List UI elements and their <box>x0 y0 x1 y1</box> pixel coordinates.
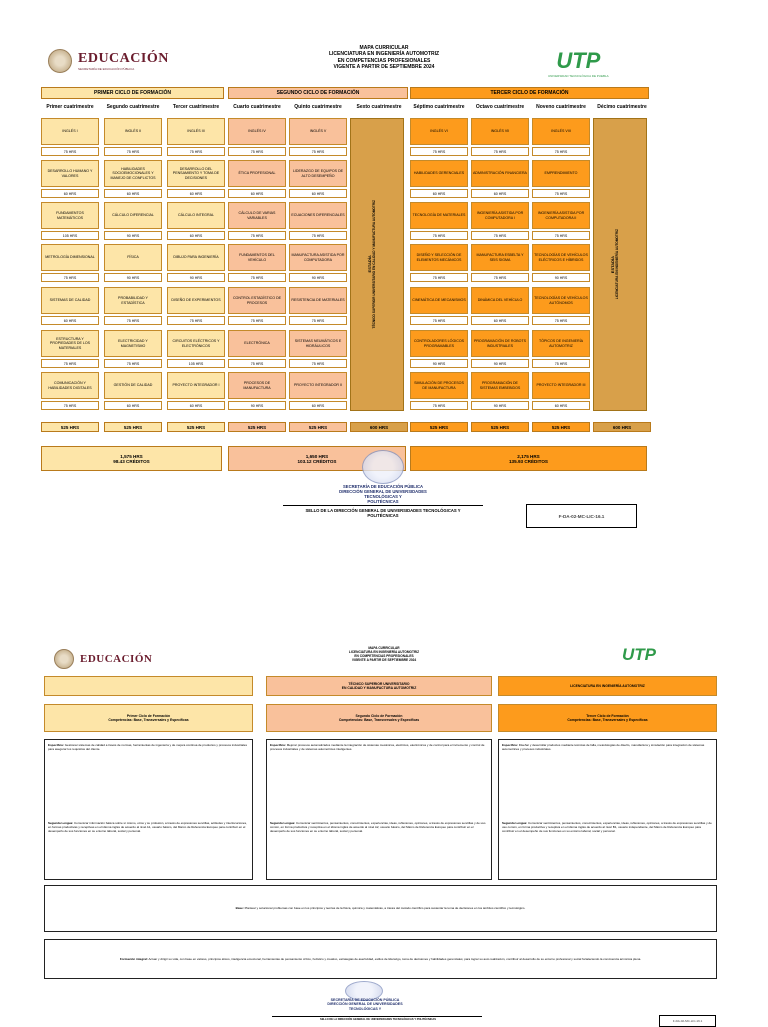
subject-hours: 75 HRS <box>104 147 162 156</box>
second-language-1: Comunicar información básica sobre sí mismo, otros y su profesión, a través de expresiones sencillas, actitudes y interlocuciones, en formas productivas y receptivas en el idioma inglés de acuerdo al nivel A1, usuario básico, del Marco de Referencia Europeo para contribuir en el desempeño de sus funciones en su entorno laboral, social y personal. <box>48 821 247 834</box>
quarter-header: Segundo cuatrimestre <box>106 104 160 110</box>
competence-box-1: Específica: Gestionar sistemas de calidad a través de normas, herramientas de ingeniería y de mejora continua de productos y procesos industriales para asegurar los requisitos del cliente. Segunda Lengua: Comunicar información básica sobre sí mismo, otros y su profesión, a través de expresiones sencillas, actitudes y interlocuciones, en formas productivas y receptivas en el idioma inglés de acuerdo al nivel A1, usuario básico, del Marco de Referencia Europeo para contribuir en el desempeño de sus funciones en su entorno laboral, social y personal. <box>44 739 253 880</box>
subject-cell: HABILIDADES GERENCIALES <box>410 160 468 187</box>
subject-hours: 105 HRS <box>167 359 225 368</box>
subject-cell: PROYECTO INTEGRADOR II <box>289 372 347 399</box>
subject-hours: 75 HRS <box>532 147 590 156</box>
phase-header-2: SEGUNDO CICLO DE FORMACIÓN <box>228 87 408 99</box>
integral-formation-text: Actuar y dirigir su vida, con base en valores, principios éticos, inteligencia emocional, herramientas de pensamiento crítico, holístico y creativo, estrategias de asertividad, estilos de liderazgo, toma de decisiones y habilidades gerenciales; para lograr su auto realización, contribuir al desarrollo de su entorno profesional y social fortaleciendo la convivencia armónica plena. <box>148 956 642 961</box>
subject-cell: INGLÉS I <box>41 118 99 145</box>
subject-hours: 60 HRS <box>167 401 225 410</box>
subject-hours: 90 HRS <box>532 273 590 282</box>
signature-line-2 <box>272 1016 482 1017</box>
subject-cell: CIRCUITOS ELÉCTRICOS Y ELECTRÓNICOS <box>167 330 225 357</box>
seal-caption: SELLO DE LA DIRECCIÓN GENERAL DE UNIVERSIDADES TECNOLÓGICAS Y POLITÉCNICAS <box>305 508 461 519</box>
subject-cell: FUNDAMENTOS MATEMÁTICOS <box>41 202 99 229</box>
summary-cycle-1: 1,575 HRS 98.43 CRÉDITOS <box>41 446 222 471</box>
quarter-total-hours: 525 HRS <box>167 422 225 432</box>
utp-logo-subtitle: UNIVERSIDAD TECNOLÓGICA DE PUEBLA <box>548 74 609 78</box>
subject-hours: 75 HRS <box>289 147 347 156</box>
subject-cell: ADMINISTRACIÓN FINANCIERA <box>471 160 529 187</box>
page-title: MAPA CURRICULAR LICENCIATURA EN INGENIERÍA AUTOMOTRIZ EN COMPETENCIAS PROFESIONALES VIGENTE A PARTIR DE SEPTIEMBRE 2024 <box>328 45 440 70</box>
subject-cell: INGLÉS III <box>167 118 225 145</box>
specific-competence-3: Diseñar y desarrollar productos mediante técnicas de falla, metodologías de diseño, manufactura y simulación para integración de sistemas automotrices y procesos industriales. <box>502 743 705 752</box>
utp-logo <box>548 48 609 78</box>
subject-hours: 75 HRS <box>289 231 347 240</box>
degree-cell-1 <box>44 676 253 696</box>
subject-hours: 90 HRS <box>228 401 286 410</box>
educacion-logo-subtitle: SECRETARÍA DE EDUCACIÓN PÚBLICA <box>78 67 135 71</box>
quarter-header: Décimo cuatrimestre <box>597 104 647 110</box>
subject-hours: 75 HRS <box>104 359 162 368</box>
subject-cell: PROGRAMACIÓN DE ROBOTS INDUSTRIALES <box>471 330 529 357</box>
estadia-lic-degree: LICENCIATURA EN INGENIERÍA AUTOMOTRIZ <box>615 229 619 300</box>
quarter-total-hours: 525 HRS <box>41 422 99 432</box>
subject-cell: INGLÉS IV <box>228 118 286 145</box>
sep-seal-icon-2 <box>54 649 74 669</box>
subject-cell: PROGRAMACIÓN DE SISTEMAS EMBEBIDOS <box>471 372 529 399</box>
subject-hours: 75 HRS <box>471 231 529 240</box>
subject-cell: FUNDAMENTOS DEL VEHÍCULO <box>228 244 286 271</box>
subject-cell: CINEMÁTICA DE MECANISMOS <box>410 287 468 314</box>
cycle-cell-3: Tercer Ciclo de Formación Competencias: Base, Transversales y Específicas <box>498 704 717 732</box>
subject-hours: 75 HRS <box>410 147 468 156</box>
estadia-lic-block <box>593 118 647 411</box>
subject-hours: 60 HRS <box>104 189 162 198</box>
official-stamp-2: SECRETARÍA DE EDUCACIÓN PÚBLICA DIRECCIÓN GENERAL DE UNIVERSIDADES TECNOLÓGICAS Y <box>327 998 403 1011</box>
subject-cell: CÁLCULO INTEGRAL <box>167 202 225 229</box>
quarter-total-hours: 600 HRS <box>350 422 408 432</box>
estadia-tsu-degree: TÉCNICO SUPERIOR UNIVERSITARIO EN CALIDAD Y MANUFACTURA AUTOMOTRIZ <box>372 200 376 329</box>
subject-cell: ESTRUCTURA Y PROPIEDADES DE LOS MATERIALES <box>41 330 99 357</box>
educacion-logo-text: EDUCACIÓN <box>78 51 169 66</box>
subject-cell: MANUFACTURA ASISTIDA POR COMPUTADORA <box>289 244 347 271</box>
subject-cell: LIDERAZGO DE EQUIPOS DE ALTO DESEMPEÑO <box>289 160 347 187</box>
subject-cell: PROYECTO INTEGRADOR III <box>532 372 590 399</box>
quarter-total-hours: 525 HRS <box>532 422 590 432</box>
educacion-logo-text-2: EDUCACIÓN <box>80 653 153 665</box>
subject-cell: DESARROLLO DEL PENSAMIENTO Y TOMA DE DECISIONES <box>167 160 225 187</box>
subject-hours: 75 HRS <box>289 359 347 368</box>
cycle-cell-1: Primer Ciclo de Formación Competencias: Base, Transversales y Específicas <box>44 704 253 732</box>
stamp-seal-icon <box>362 450 404 484</box>
quarter-total-hours: 525 HRS <box>410 422 468 432</box>
specific-competence-1: Gestionar sistemas de calidad a través de normas, herramientas de ingeniería y de mejora continua de productos y procesos industriales para asegurar los requisitos del cliente. <box>48 743 247 752</box>
subject-hours: 75 HRS <box>410 316 468 325</box>
quarter-total-hours: 525 HRS <box>228 422 286 432</box>
subject-cell: DINÁMICA DEL VEHÍCULO <box>471 287 529 314</box>
subject-hours: 75 HRS <box>167 147 225 156</box>
subject-hours: 75 HRS <box>410 401 468 410</box>
second-language-3: Comunicar sentimientos, pensamientos, conocimientos, experiencias, ideas, reflexiones, opiniones, a través de expresiones sencillas y de uso común, en forma productiva y receptiva en el idioma inglés de acuerdo al nivel B1, usuario independiente, del Marco de Referencia Europeo para contribuir en el desempeño de sus funciones en su entorno laboral, social y personal. <box>502 821 712 834</box>
subject-cell: TECNOLOGÍA DE MATERIALES <box>410 202 468 229</box>
subject-cell: GESTIÓN DE CALIDAD <box>104 372 162 399</box>
cycle-cell-2: Segundo Ciclo de Formación Competencias: Base, Transversales y Específicas <box>266 704 492 732</box>
subject-cell: SIMULACIÓN DE PROCESOS DE MANUFACTURA <box>410 372 468 399</box>
subject-cell: SISTEMAS NEUMÁTICOS E HIDRÁULICOS <box>289 330 347 357</box>
subject-hours: 75 HRS <box>471 273 529 282</box>
document-code-2: F-DA-02-MC-LIC-16.1 <box>659 1015 716 1027</box>
educacion-logo <box>48 49 169 73</box>
subject-hours: 75 HRS <box>532 231 590 240</box>
subject-cell: INGLÉS VII <box>471 118 529 145</box>
subject-hours: 75 HRS <box>228 273 286 282</box>
subject-hours: 75 HRS <box>410 273 468 282</box>
subject-hours: 60 HRS <box>410 189 468 198</box>
quarter-header: Sexto cuatrimestre <box>356 104 402 110</box>
subject-cell: METROLOGÍA DIMENSIONAL <box>41 244 99 271</box>
subject-cell: HABILIDADES SOCIOEMOCIONALES Y MANEJO DE CONFLICTOS <box>104 160 162 187</box>
quarter-header: Tercer cuatrimestre <box>172 104 220 110</box>
subject-hours: 75 HRS <box>41 401 99 410</box>
subject-hours: 60 HRS <box>532 401 590 410</box>
quarter-total-hours: 525 HRS <box>104 422 162 432</box>
subject-cell: ÉTICA PROFESIONAL <box>228 160 286 187</box>
subject-cell: PROCESOS DE MANUFACTURA <box>228 372 286 399</box>
phase-header-3: TERCER CICLO DE FORMACIÓN <box>410 87 649 99</box>
subject-hours: 60 HRS <box>289 401 347 410</box>
subject-cell: RESISTENCIA DE MATERIALES <box>289 287 347 314</box>
subject-hours: 90 HRS <box>167 273 225 282</box>
subject-cell: ELECTRÓNICA <box>228 330 286 357</box>
subject-hours: 60 HRS <box>471 189 529 198</box>
subject-hours: 75 HRS <box>532 316 590 325</box>
educacion-logo-2 <box>54 649 152 669</box>
subject-hours: 75 HRS <box>228 316 286 325</box>
subject-hours: 60 HRS <box>228 189 286 198</box>
subject-hours: 75 HRS <box>532 359 590 368</box>
subject-cell: MANUFACTURA ESBELTA Y SEIS SIGMA <box>471 244 529 271</box>
subject-hours: 75 HRS <box>41 273 99 282</box>
subject-cell: CONTROL ESTADÍSTICO DE PROCESOS <box>228 287 286 314</box>
subject-hours: 75 HRS <box>41 147 99 156</box>
subject-hours: 75 HRS <box>228 359 286 368</box>
seal-caption-2: SELLO DE LA DIRECCIÓN GENERAL DE UNIVERSIDADES TECNOLÓGICAS Y POLITÉCNICAS <box>319 1018 437 1021</box>
estadia-lic-label: ESTADÍA <box>610 255 615 274</box>
subject-hours: 75 HRS <box>228 147 286 156</box>
subject-hours: 105 HRS <box>41 231 99 240</box>
summary-cycle-3: 2,175 HRS 135.93 CRÉDITOS <box>410 446 647 471</box>
subject-hours: 60 HRS <box>41 316 99 325</box>
subject-cell: CONTROLADORES LÓGICOS PROGRAMABLES <box>410 330 468 357</box>
specific-competence-2: Mejorar procesos automatizados mediante la integración de sistemas mecánicos, eléctricos, electrónicos y de control para el incremento y control de procesos industriales y de sistemas automotrices inteligentes. <box>270 743 485 752</box>
page-title-2: MAPA CURRICULAR LICENCIATURA EN INGENIERÍA AUTOMOTRIZ EN COMPETENCIAS PROFESIONALES VIGENTE A PARTIR DE SEPTIEMBRE 2024 <box>348 646 420 662</box>
subject-cell: INGLÉS VI <box>410 118 468 145</box>
quarter-header: Cuarto cuatrimestre <box>233 104 281 110</box>
subject-cell: TECNOLOGÍAS DE VEHÍCULOS AUTÓNOMOS <box>532 287 590 314</box>
official-stamp: SECRETARÍA DE EDUCACIÓN PÚBLICA DIRECCIÓN GENERAL DE UNIVERSIDADES TECNOLÓGICAS Y POLITÉCNICAS <box>339 484 427 505</box>
quarter-total-hours: 525 HRS <box>471 422 529 432</box>
subject-cell: CÁLCULO DIFERENCIAL <box>104 202 162 229</box>
subject-cell: ELECTRICIDAD Y MAGNETISMO <box>104 330 162 357</box>
subject-cell: INGLÉS VIII <box>532 118 590 145</box>
phase-header-1: PRIMER CICLO DE FORMACIÓN <box>41 87 224 99</box>
subject-cell: PROBABILIDAD Y ESTADÍSTICA <box>104 287 162 314</box>
subject-hours: 90 HRS <box>104 231 162 240</box>
subject-hours: 60 HRS <box>167 231 225 240</box>
base-competence-text: Plantear y solucionar problemas con base en los principios y teorías de la física, química y matemáticas, a través del método científico para sustentar la toma de decisiones en los ámbitos científico y tecnológico. <box>244 906 526 911</box>
quarter-header: Noveno cuatrimestre <box>536 104 586 110</box>
subject-cell: DESARROLLO HUMANO Y VALORES <box>41 160 99 187</box>
sep-seal-icon <box>48 49 72 73</box>
estadia-tsu-block <box>350 118 404 411</box>
estadia-tsu-label: ESTADÍA <box>367 255 372 274</box>
quarter-header: Primer cuatrimestre <box>46 104 94 110</box>
degree-cell-2: TÉCNICO SUPERIOR UNIVERSITARIO EN CALIDAD Y MANUFACTURA AUTOMOTRIZ <box>266 676 492 696</box>
subject-cell: DIBUJO PARA INGENIERÍA <box>167 244 225 271</box>
competence-box-2: Específica: Mejorar procesos automatizados mediante la integración de sistemas mecánicos, eléctricos, electrónicos y de control para el incremento y control de procesos industriales y de sistemas automotrices inteligentes. Segunda Lengua: Comunicar sentimientos, pensamientos, conocimientos, experiencias, ideas, reflexiones, opiniones, a través de expresiones sencillas y de uso común, en forma productiva y receptiva en el idioma inglés de acuerdo al nivel A2, usuario básico, del Marco de Referencia Europeo para contribuir en el desempeño de sus funciones en su entorno laboral, social y personal. <box>266 739 492 880</box>
subject-hours: 90 HRS <box>471 359 529 368</box>
subject-hours: 75 HRS <box>532 189 590 198</box>
subject-hours: 75 HRS <box>410 231 468 240</box>
quarter-total-hours: 525 HRS <box>289 422 347 432</box>
subject-cell: DISEÑO DE EXPERIMENTOS <box>167 287 225 314</box>
subject-cell: INGLÉS V <box>289 118 347 145</box>
subject-hours: 60 HRS <box>167 189 225 198</box>
subject-hours: 90 HRS <box>410 359 468 368</box>
subject-hours: 90 HRS <box>289 273 347 282</box>
subject-cell: PROYECTO INTEGRADOR I <box>167 372 225 399</box>
subject-hours: 60 HRS <box>471 316 529 325</box>
subject-hours: 90 HRS <box>104 273 162 282</box>
subject-cell: DISEÑO Y SELECCIÓN DE ELEMENTOS MECÁNICOS <box>410 244 468 271</box>
quarter-header: Octavo cuatrimestre <box>475 104 525 110</box>
base-competence-box: Base: Plantear y solucionar problemas con base en los principios y teorías de la física, química y matemáticas, a través del método científico para sustentar la toma de decisiones en los ámbitos científico y tecnológico. <box>44 885 717 932</box>
subject-hours: 60 HRS <box>289 189 347 198</box>
subject-hours: 60 HRS <box>104 401 162 410</box>
competence-box-3: Específica: Diseñar y desarrollar productos mediante técnicas de falla, metodologías de diseño, manufactura y simulación para integración de sistemas automotrices y procesos industriales. Segunda Lengua: Comunicar sentimientos, pensamientos, conocimientos, experiencias, ideas, reflexiones, opiniones, a través de expresiones sencillas y de uso común, en forma productiva y receptiva en el idioma inglés de acuerdo al nivel B1, usuario independiente, del Marco de Referencia Europeo para contribuir en el desempeño de sus funciones en su entorno laboral, social y personal. <box>498 739 717 880</box>
quarter-header: Séptimo cuatrimestre <box>413 104 465 110</box>
subject-hours: 75 HRS <box>289 316 347 325</box>
subject-cell: COMUNICACIÓN Y HABILIDADES DIGITALES <box>41 372 99 399</box>
subject-cell: TECNOLOGÍAS DE VEHÍCULOS ELÉCTRICOS E HÍBRIDOS <box>532 244 590 271</box>
subject-hours: 75 HRS <box>167 316 225 325</box>
subject-cell: TÓPICOS DE INGENIERÍA AUTOMOTRIZ <box>532 330 590 357</box>
subject-hours: 75 HRS <box>228 231 286 240</box>
subject-cell: EMPRENDIMIENTO <box>532 160 590 187</box>
summary-cycle-2: 1,650 HRS 103.12 CRÉDITOS <box>228 446 406 471</box>
subject-hours: 75 HRS <box>471 147 529 156</box>
second-language-2: Comunicar sentimientos, pensamientos, conocimientos, experiencias, ideas, reflexiones, opiniones, a través de expresiones sencillas y de uso común, en forma productiva y receptiva en el idioma inglés de acuerdo al nivel A2, usuario básico, del Marco de Referencia Europeo para contribuir en el desempeño de sus funciones en su entorno laboral, social y personal. <box>270 821 486 834</box>
subject-cell: INGENIERÍA ASISTIDA POR COMPUTADORA II <box>532 202 590 229</box>
subject-hours: 75 HRS <box>104 316 162 325</box>
subject-cell: CÁLCULO DE VARIAS VARIABLES <box>228 202 286 229</box>
subject-hours: 90 HRS <box>471 401 529 410</box>
quarter-total-hours: 600 HRS <box>593 422 651 432</box>
subject-cell: INGLÉS II <box>104 118 162 145</box>
subject-cell: INGENIERÍA ASISTIDA POR COMPUTADORA I <box>471 202 529 229</box>
quarter-header: Quinto cuatrimestre <box>294 104 342 110</box>
utp-logo-text: UTP <box>556 48 601 73</box>
subject-hours: 60 HRS <box>41 189 99 198</box>
integral-formation-box: Formación integral: Actuar y dirigir su vida, con base en valores, principios éticos, inteligencia emocional, herramientas de pensamiento crítico, holístico y creativo, estrategias de asertividad, estilos de liderazgo, toma de decisiones y habilidades gerenciales; para lograr su auto realización, contribuir al desarrollo de su entorno profesional y social fortaleciendo la convivencia armónica plena. <box>44 939 717 979</box>
document-code: F-DA-02-MC-LIC-16.1 <box>526 504 637 528</box>
subject-cell: ECUACIONES DIFERENCIALES <box>289 202 347 229</box>
degree-cell-3: LICENCIATURA EN INGENIERÍA AUTOMOTRIZ <box>498 676 717 696</box>
utp-logo-2: UTP <box>622 645 656 664</box>
subject-cell: FÍSICA <box>104 244 162 271</box>
signature-line <box>283 505 483 506</box>
subject-cell: SISTEMAS DE CALIDAD <box>41 287 99 314</box>
subject-hours: 75 HRS <box>41 359 99 368</box>
